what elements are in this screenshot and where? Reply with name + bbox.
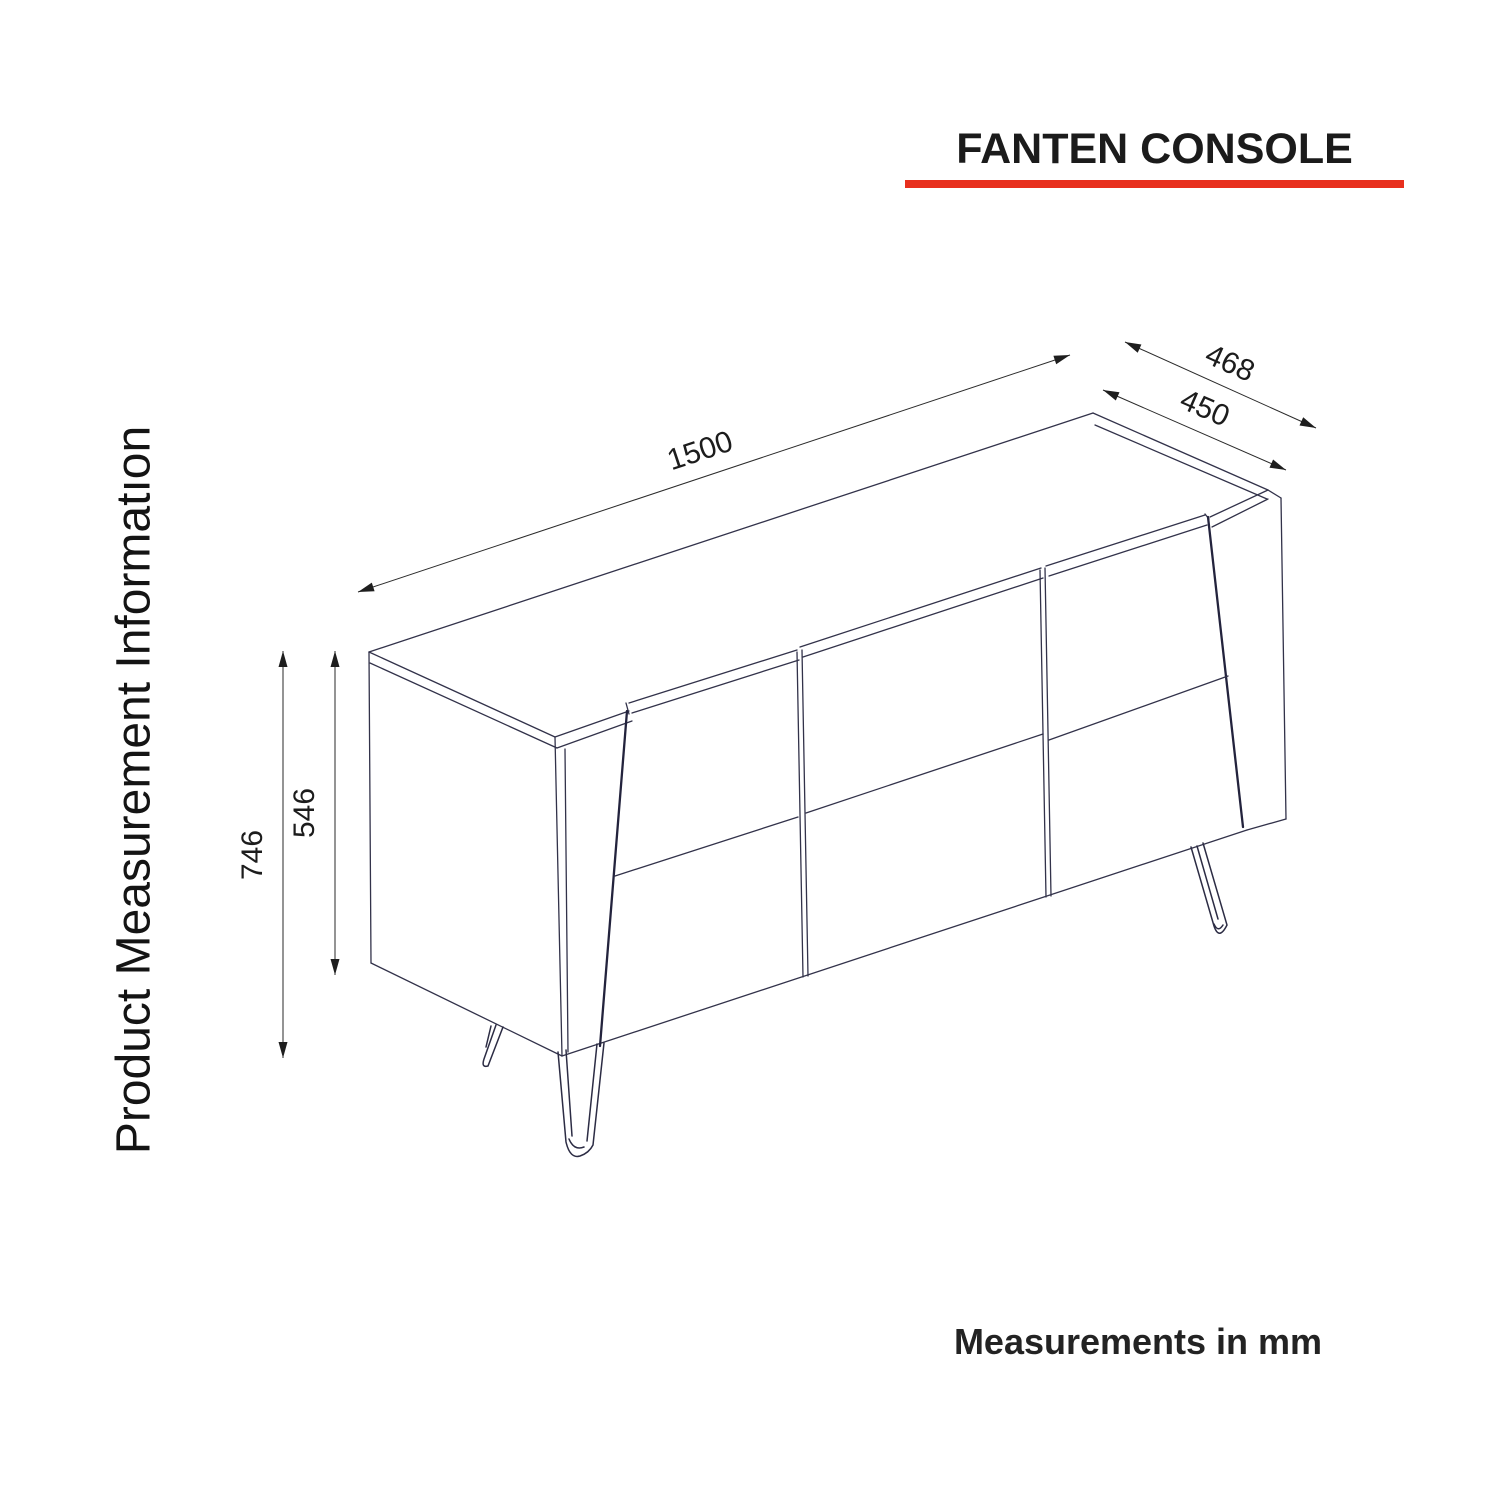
console-line-art	[369, 413, 1286, 1156]
title-underline	[905, 180, 1404, 188]
top-left-edge	[369, 652, 555, 737]
body-depth-dim-label: 450	[1175, 383, 1235, 434]
left-panel-front-edge	[555, 737, 562, 1056]
door3-right-slant-edge	[1208, 517, 1243, 827]
top-depth-arrowhead-left	[1125, 342, 1141, 353]
overall-height-arrowhead-top	[279, 651, 288, 667]
width-dim-arrowhead-left	[358, 583, 375, 592]
top-depth-dim-label: 468	[1200, 338, 1260, 389]
units-note: Measurements in mm	[953, 1321, 1323, 1362]
right-panel-top-step	[1268, 490, 1281, 498]
left-panel-inner-edge	[565, 749, 568, 1052]
front-top-edge-left-thickness	[557, 721, 632, 748]
body-height-arrowhead-bottom	[331, 959, 340, 975]
right-panel-right-edge	[1281, 498, 1286, 819]
right-leg	[1191, 843, 1227, 933]
width-dim-line	[358, 355, 1070, 592]
door1-mid-groove	[615, 817, 798, 876]
front-bottom-edge	[562, 830, 1247, 1056]
top-depth-arrowhead-right	[1300, 417, 1317, 428]
door2-top-edge	[800, 568, 1041, 647]
overall-height-arrowhead-bottom	[279, 1042, 288, 1058]
body-depth-arrowhead-right	[1270, 460, 1287, 471]
door3-top-edge	[1046, 515, 1205, 566]
back-left-leg	[483, 1025, 503, 1066]
door1-left-slant-edge	[600, 711, 627, 1046]
page-title: FANTEN CONSOLE	[956, 125, 1353, 173]
left-panel-back-edge	[369, 652, 371, 963]
door3-left-edge	[1045, 568, 1051, 896]
width-dim-label: 1500	[663, 424, 737, 478]
door1-top-edge-thickness	[632, 660, 799, 713]
left-panel-bottom-edge	[371, 963, 562, 1056]
door3-mid-groove	[1049, 676, 1228, 740]
width-dim-arrowhead-right	[1053, 355, 1070, 364]
body-depth-arrowhead-left	[1103, 390, 1120, 401]
overall-height-dim-label: 746	[236, 829, 269, 881]
front-left-leg	[558, 1043, 604, 1156]
door2-top-edge-thickness	[803, 578, 1043, 657]
right-panel-bottom-edge	[1247, 819, 1286, 830]
top-right-edge-thickness	[1095, 425, 1267, 499]
door1-right-edge	[797, 652, 803, 977]
top-left-edge-thickness	[370, 663, 557, 748]
door2-mid-groove	[806, 734, 1043, 813]
side-caption: Product Measurement Informatıon	[107, 425, 161, 1155]
door3-top-edge-thickness	[1049, 525, 1207, 576]
top-right-edge	[1093, 413, 1268, 490]
door1-top-edge	[629, 650, 797, 703]
body-height-arrowhead-top	[331, 651, 340, 667]
front-top-edge-left	[555, 711, 629, 737]
body-height-dim-label: 546	[288, 787, 321, 839]
